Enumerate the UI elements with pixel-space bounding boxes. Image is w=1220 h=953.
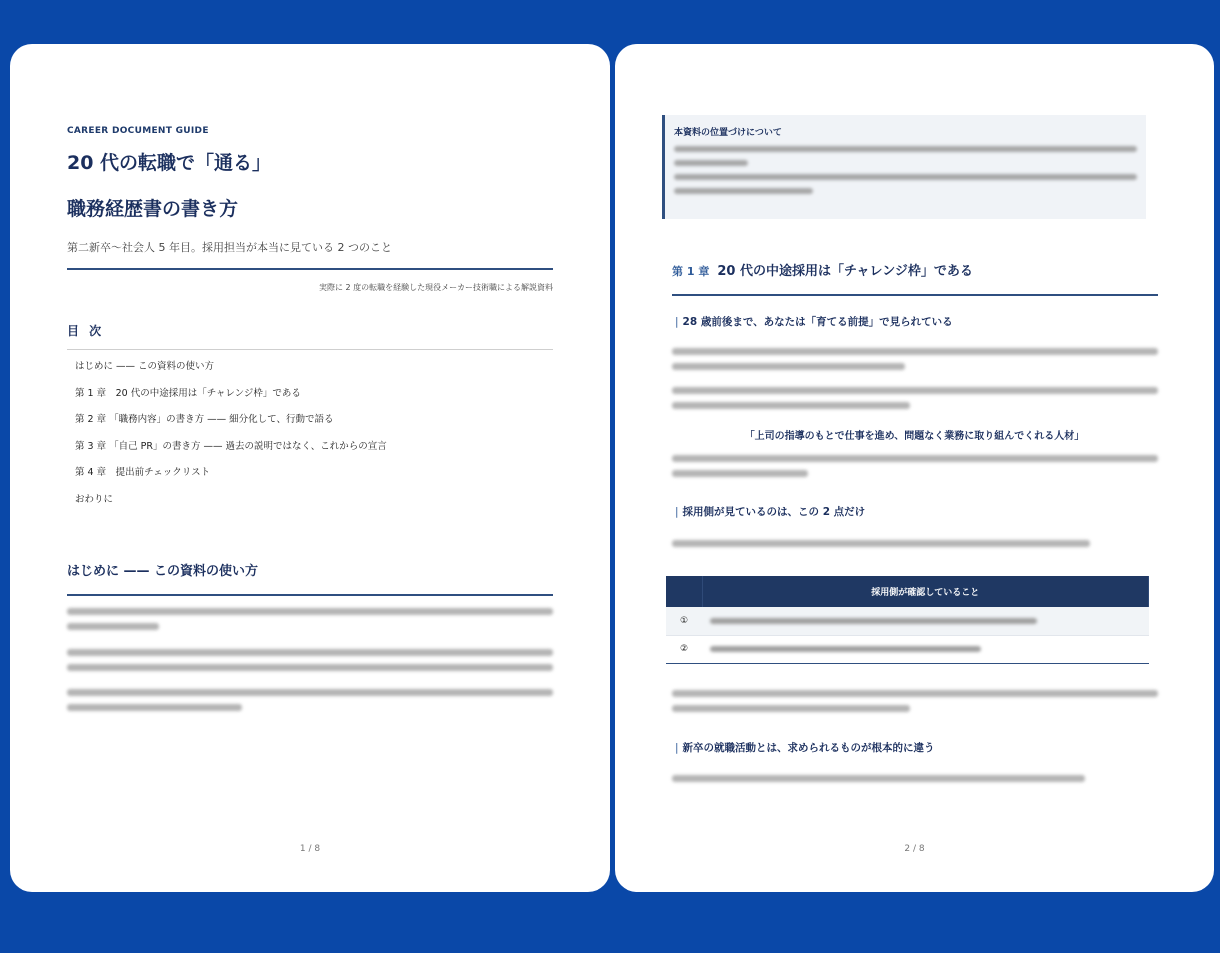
table-row [666,635,1149,663]
table-header-blank [666,576,702,607]
chapter-label: 第 1 章 [672,265,710,278]
table-of-contents [75,360,387,520]
title-divider [67,268,553,270]
table-row [666,607,1149,635]
sub-heading-text: 28 歳前後まで、あなたは「育てる前提」で見られている [682,316,953,328]
check-table [666,576,1149,664]
toc-item: 第 4 章 提出前チェックリスト [75,467,211,479]
page-number: 2 / 8 [904,844,925,854]
document-title-line-2: 職務経歴書の書き方 [67,198,239,220]
author-note: 実際に 2 度の転職を経験した現役メーカー技術職による解説資料 [318,283,553,292]
sub-heading [675,314,953,329]
sub-heading [675,740,935,755]
table-header: 採用側が確認していること [702,576,1149,607]
highlight-quote: 「上司の指導のもとで仕事を進め、問題なく業務に取り組んでくれる人材」 [744,431,1085,442]
chapter-heading [672,260,973,279]
toc-item: はじめに —— この資料の使い方 [75,361,215,372]
blurred-paragraph [672,455,1158,485]
document-page-1 [10,44,610,892]
sub-heading-text: 採用側が見ているのは、この 2 点だけ [682,506,866,518]
toc-heading: 目 次 [67,324,105,338]
blurred-paragraph [672,775,1158,790]
row-content-blurred [702,635,1149,663]
row-number: ② [666,635,702,663]
toc-item: 第 3 章 「自己 PR」の書き方 —— 過去の説明ではなく、これからの宣言 [75,440,387,452]
section-divider [67,594,553,596]
document-title-line-1: 20 代の転職で「通る」 [67,152,272,174]
blurred-paragraph [672,387,1158,417]
heading-bar: | [675,316,679,328]
blurred-paragraph [67,649,553,679]
note-box [662,115,1146,219]
chapter-title: 20 代の中途採用は「チャレンジ枠」である [717,264,973,279]
chapter-divider [672,294,1158,296]
toc-item: 第 2 章 「職務内容」の書き方 —— 細分化して、行動で語る [75,414,334,426]
blurred-paragraph [67,689,553,719]
sub-heading [675,504,865,519]
note-title: 本資料の位置づけについて [674,128,782,138]
section-heading-intro: はじめに —— この資料の使い方 [67,564,259,579]
row-number: ① [666,607,702,635]
sub-heading-text: 新卒の就職活動とは、求められるものが根本的に違う [682,742,935,754]
blurred-paragraph [672,690,1158,720]
blurred-paragraph [672,540,1158,555]
blurred-paragraph [672,348,1158,378]
toc-item: 第 1 章 20 代の中途採用は「チャレンジ枠」である [75,387,301,399]
toc-item: おわりに [75,493,114,505]
toc-divider [67,349,553,350]
document-subtitle: 第二新卒〜社会人 5 年目。採用担当が本当に見ている 2 つのこと [67,241,392,254]
blurred-paragraph [67,608,553,638]
heading-bar: | [675,742,679,754]
row-content-blurred [702,607,1149,635]
heading-bar: | [675,506,679,518]
page-number: 1 / 8 [299,844,321,854]
document-eyebrow: CAREER DOCUMENT GUIDE [67,126,209,136]
document-page-2 [615,44,1214,892]
